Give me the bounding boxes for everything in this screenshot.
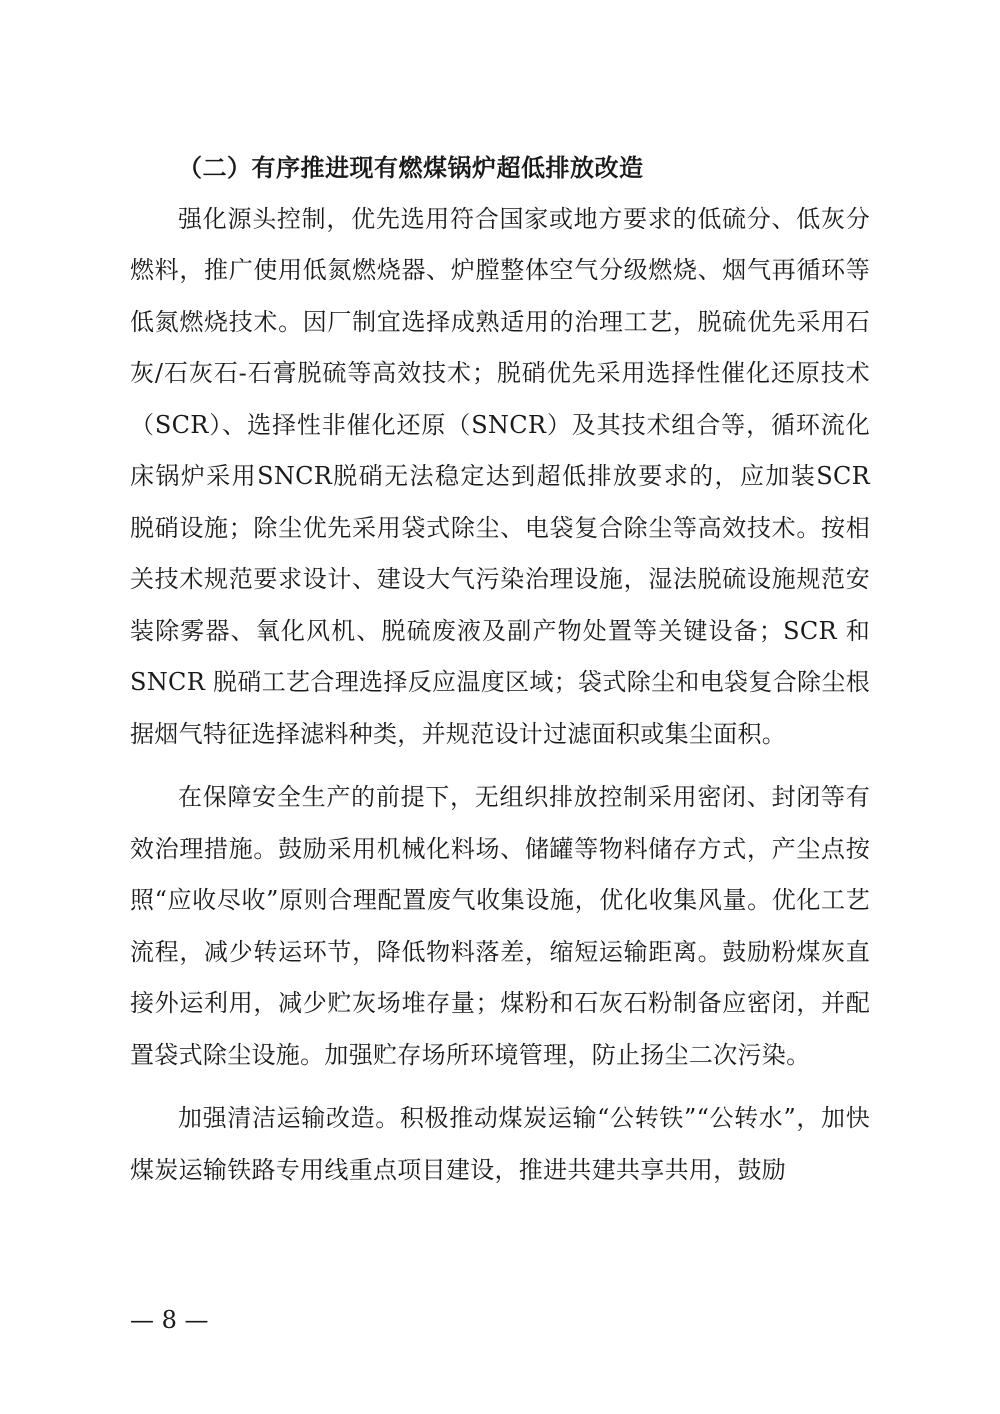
page-number: — 8 —: [130, 1306, 209, 1334]
document-body: [130, 142, 870, 1208]
paragraph-source-control: 强化源头控制，优先选用符合国家或地方要求的低硫分、低灰分燃料，推广使用低氮燃烧器、炉膛整体空气分级燃烧、烟气再循环等低氮燃烧技术。因厂制宜选择成熟适用的治理工艺，脱硫优先采用石灰/石灰石-石膏脱硫等高效技术；脱硝优先采用选择性催化还原技术（SCR）、选择性非催化还原（SNCR）及其技术组合等，循环流化床锅炉采用SNCR脱硝无法稳定达到超低排放要求的，应加装SCR 脱硝设施；除尘优先采用袋式除尘、电袋复合除尘等高效技术。按相关技术规范要求设计、建设大气污染治理设施，湿法脱硫设施规范安装除雾器、氧化风机、脱硫废液及副产物处置等关键设备；SCR 和 SNCR 脱硝工艺合理选择反应温度区域；袋式除尘和电袋复合除尘根据烟气特征选择滤料种类，并规范设计过滤面积或集尘面积。: [130, 204, 870, 748]
section-heading: （二）有序推进现有燃煤锅炉超低排放改造: [178, 153, 644, 182]
paragraph-clean-transport: 加强清洁运输改造。积极推动煤炭运输“公转铁”“公转水”，加快煤炭运输铁路专用线重点项目建设，推进共建共享共用，鼓励: [130, 1104, 870, 1184]
paragraph-fugitive-emissions: 在保障安全生产的前提下，无组织排放控制采用密闭、封闭等有效治理措施。鼓励采用机械化料场、储罐等物料储存方式，产尘点按照“应收尽收”原则合理配置废气收集设施，优化收集风量。优化工艺流程，减少转运环节，降低物料落差，缩短运输距离。鼓励粉煤灰直接外运利用，减少贮灰场堆存量；煤粉和石灰石粉制备应密闭，并配置袋式除尘设施。加强贮存场所环境管理，防止扬尘二次污染。: [130, 783, 870, 1069]
